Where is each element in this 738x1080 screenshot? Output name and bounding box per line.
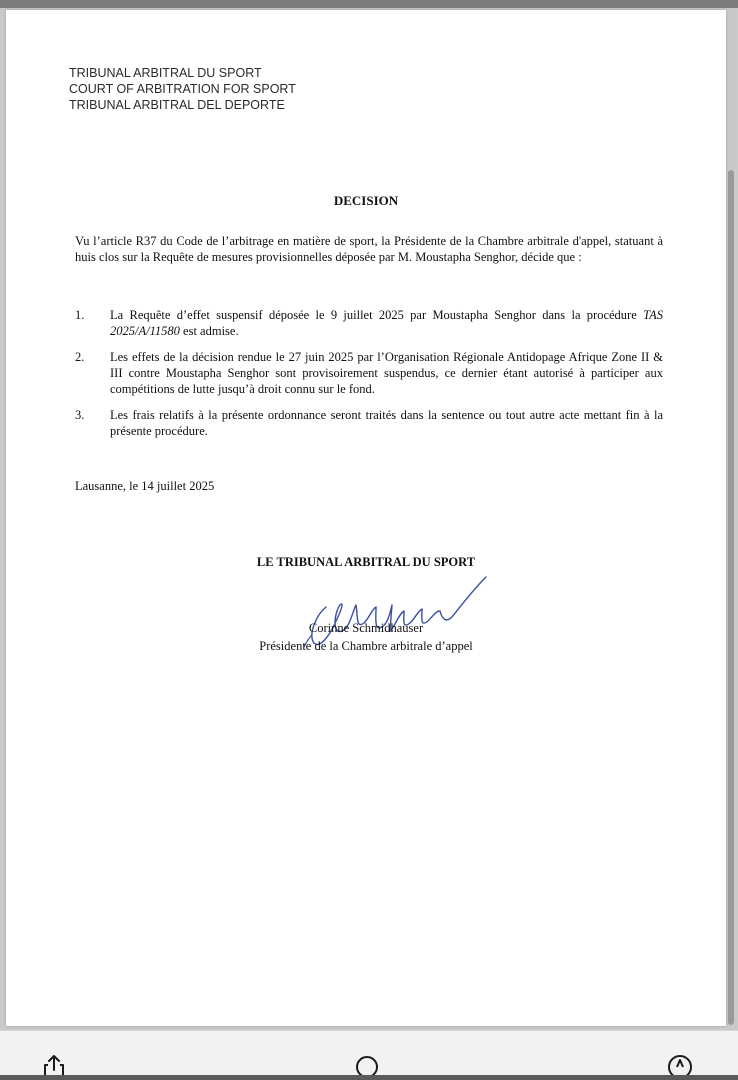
item-number: 3. [75, 408, 85, 422]
tribunal-name: LE TRIBUNAL ARBITRAL DU SPORT [256, 555, 476, 569]
letterhead-line-spanish: TRIBUNAL ARBITRAL DEL DEPORTE [69, 98, 285, 112]
top-status-bar [0, 0, 738, 8]
item-text-after: est admise. [179, 324, 239, 338]
item-text: Les effets de la décision rendue le 27 juin 2025 par l’Organisation Régionale Antidopage Afrique Zone II & III contre Moustapha Senghor sont provisoirement suspendus, ce dernier étant autorisé à participer aux compétitions de lutte jusqu’à droit connu sur le fond. [110, 350, 663, 396]
intro-paragraph: Vu l’article R37 du Code de l’arbitrage en matière de sport, la Présidente de la Chambre arbitrale d'appel, statuant à huis clos sur la Requête de mesures provisionnelles déposée par M. Moustapha Senghor, décide que : [75, 234, 663, 264]
vertical-scrollbar[interactable] [728, 170, 734, 1025]
document-page[interactable] [6, 10, 726, 1026]
letterhead-line-french: TRIBUNAL ARBITRAL DU SPORT [69, 66, 262, 80]
place-and-date: Lausanne, le 14 juillet 2025 [75, 479, 215, 493]
signer-role: Présidente de la Chambre arbitrale d’appel [259, 639, 473, 653]
decision-item-1 [75, 307, 663, 339]
item-text-before: La Requête d’effet suspensif déposée le 9 juillet 2025 par Moustapha Senghor dans la procédure [110, 308, 644, 322]
signer-name: Corinne Schmidhauser [308, 621, 424, 635]
case-reference: TAS 2025/A/11580 [110, 308, 663, 338]
item-text: Les frais relatifs à la présente ordonnance seront traités dans la sentence ou tout autre acte mettant fin à la présente procédure. [110, 408, 663, 438]
item-number: 2. [75, 350, 85, 364]
bottom-edge [0, 1075, 738, 1080]
letterhead [69, 65, 296, 113]
item-number: 1. [75, 308, 85, 322]
item-text [110, 307, 663, 339]
letterhead-line-english: COURT OF ARBITRATION FOR SPORT [69, 82, 296, 96]
document-title: DECISION [333, 193, 399, 208]
decision-item-2 [75, 349, 663, 397]
decision-item-3 [75, 407, 663, 439]
